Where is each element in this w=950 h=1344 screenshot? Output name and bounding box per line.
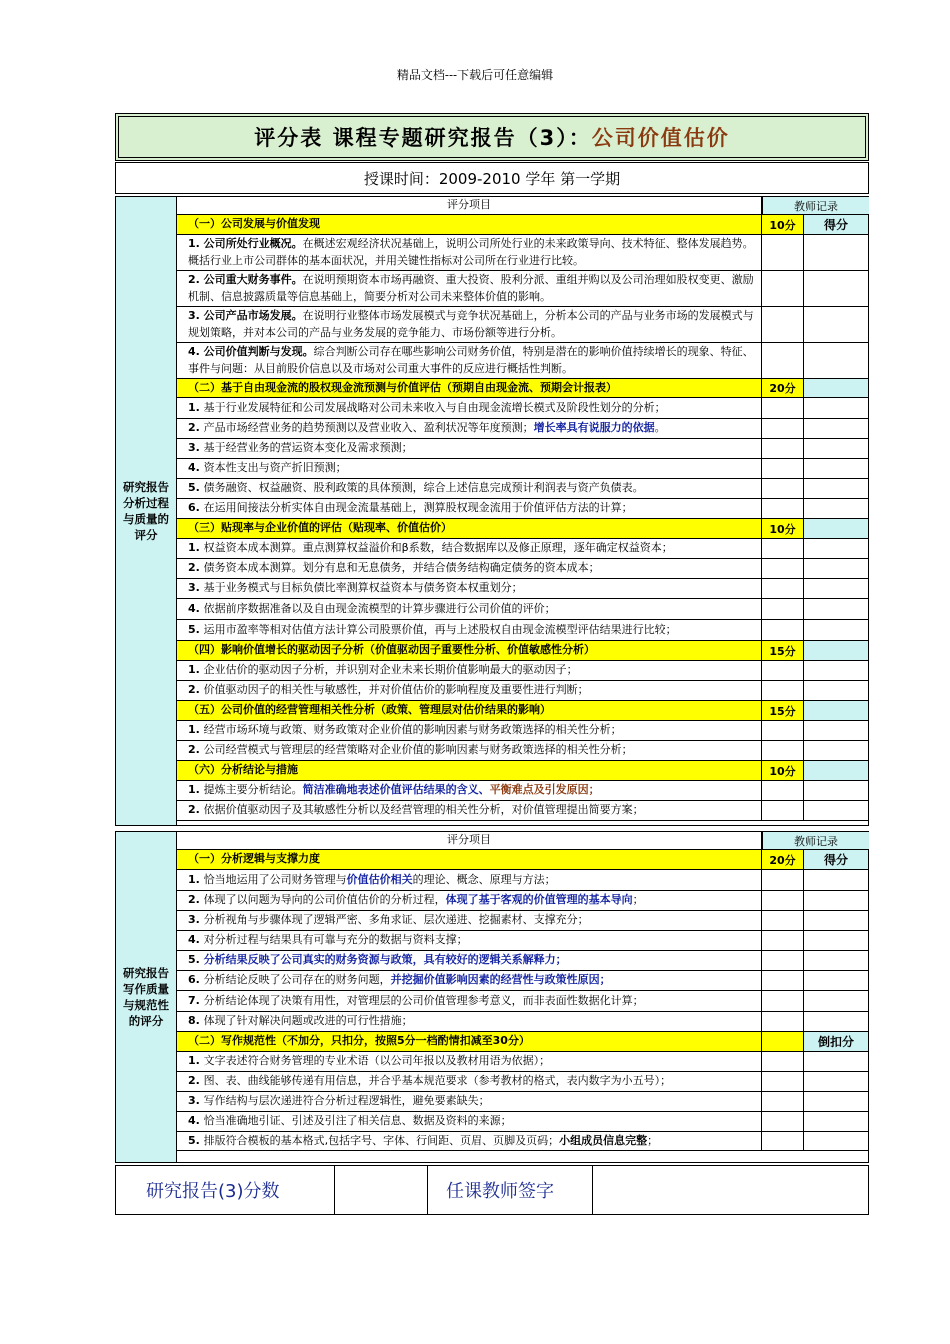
criteria-emphasis: 分析结果反映了公司真实的财务资源与政策，具有较好的逻辑关系解释力； [203,953,567,967]
criteria-grade-cell[interactable] [804,911,868,930]
criteria-grade-cell[interactable] [804,271,868,306]
group-title: （二）基于自由现金流的股权现金流预测与价值评估（预期自由现金流、预期会计报表） [177,379,762,397]
group-grade-cell[interactable] [804,701,868,720]
footer-signature [115,1165,869,1215]
criteria-grade-cell[interactable] [804,1012,868,1031]
criteria-score-cell[interactable] [762,721,804,740]
criteria-row [177,951,868,971]
title-accent: 公司价值估价 [591,126,730,150]
criteria-grade-cell[interactable] [804,343,868,378]
footer-teacher-signature[interactable] [593,1166,863,1214]
criteria-text [177,271,762,306]
criteria-grade-cell[interactable] [804,499,868,518]
criteria-row [177,559,868,579]
criteria-text [177,599,762,619]
criteria-row [177,681,868,701]
criteria-text [177,1052,762,1071]
group-header-row [177,641,868,661]
group-score [762,1032,804,1051]
criteria-text [177,681,762,700]
group-header-row [177,1032,868,1052]
criteria-text [177,499,762,518]
criteria-tail: ； [632,893,644,907]
criteria-body: 公司经营模式与管理层的经营策略对企业价值的影响因素与财务政策选择的相关性分析； [203,743,633,757]
criteria-row [177,307,868,343]
criteria-number: 4. [188,345,204,358]
criteria-grade-cell[interactable] [804,951,868,970]
column-header-item: 评分项目 [177,197,762,214]
criteria-text [177,741,762,760]
criteria-text [177,398,762,418]
column-header-row [177,197,868,215]
criteria-text [177,620,762,640]
criteria-body: 在概述宏观经济状况基础上，说明公司所处行业的未来政策导向、技术特征、整体发展趋势。概括行业上市公司群体的基本面状况，并用关键性指标对公司所在行业进行比较。 [188,237,754,267]
column-header-row [177,832,868,850]
section-label: 研究报告写作质量与规范性的评分 [116,832,177,1162]
criteria-body: 分析视角与步骤体现了逻辑严密、多角求证、层次递进、挖掘素材、支撑充分； [203,913,589,927]
criteria-row [177,1132,868,1151]
criteria-row [177,499,868,519]
group-score: 20分 [762,379,804,397]
criteria-emphasis: 价值估价相关 [346,872,413,886]
criteria-body: 价值驱动因子的相关性与敏感性，并对价值估价的影响程度及重要性进行判断； [203,683,589,697]
criteria-row [177,781,868,801]
criteria-score-cell[interactable] [762,419,804,438]
footer-score-label: 研究报告(3)分数 [146,1181,280,1202]
criteria-body: 体现了针对解决问题或改进的可行性措施； [203,1014,413,1028]
criteria-grade-cell[interactable] [804,721,868,740]
criteria-grade-cell[interactable] [804,398,868,418]
criteria-body: 基于业务模式与目标负债比率测算权益资本与债务资本权重划分； [203,581,523,595]
criteria-grade-cell[interactable] [804,479,868,498]
criteria-text [177,459,762,478]
group-title: （一）分析逻辑与支撑力度 [177,850,762,869]
group-title: （四）影响价值增长的驱动因子分析（价值驱动因子重要性分析、价值敏感性分析） [177,641,762,660]
group-score: 10分 [762,215,804,234]
criteria-score-cell[interactable] [762,620,804,640]
title-main: 评分表 课程专题研究报告（3）： [254,126,592,150]
criteria-number: 3. [188,309,204,322]
criteria-text [177,781,762,800]
criteria-grade-cell[interactable] [804,620,868,640]
criteria-score-cell[interactable] [762,439,804,458]
criteria-body: 体现了以问题为导向的公司价值估价的分析过程， [203,893,446,907]
criteria-number: 6. [188,501,204,515]
criteria-body: 提炼主要分析结论。 [203,783,303,797]
criteria-row [177,459,868,479]
criteria-heading: 公司价值判断与发现。 [203,345,314,358]
group-header-row [177,761,868,781]
criteria-grade-cell[interactable] [804,579,868,598]
group-header-row [177,701,868,721]
criteria-row [177,1112,868,1132]
criteria-score-cell[interactable] [762,971,804,990]
criteria-grade-cell[interactable] [804,419,868,438]
criteria-score-cell[interactable] [762,271,804,306]
criteria-score-cell[interactable] [762,1092,804,1111]
criteria-score-cell[interactable] [762,479,804,498]
criteria-text [177,479,762,498]
criteria-body: 依据价值驱动因子及其敏感性分析以及经营管理的相关性分析，对价值管理提出简要方案； [203,803,644,817]
criteria-score-cell[interactable] [762,499,804,518]
criteria-number: 1. [188,723,204,737]
criteria-grade-cell[interactable] [804,1052,868,1071]
criteria-body: 在说明预期资本市场再融资、重大投资、股利分派、重组并购以及公司治理如股权变更、激励机制、信息披露质量等信息基础上，简要分析对公司未来整体价值的影响。 [188,273,754,303]
criteria-score-cell[interactable] [762,1132,804,1150]
criteria-body: 排版符合模板的基本格式,包括字号、字体、行间距、页眉、页脚及页码； [203,1133,560,1147]
group-header-row [177,850,868,870]
criteria-row [177,620,868,641]
criteria-body: 经营市场环境与政策、财务政策对企业价值的影响因素与财务政策选择的相关性分析； [203,723,622,737]
criteria-row [177,398,868,419]
criteria-number: 3. [188,913,204,927]
criteria-number: 1. [188,1054,204,1068]
group-score: 15分 [762,701,804,720]
criteria-number: 5. [188,1133,204,1147]
column-header-teacher: 教师记录 [762,197,869,214]
section-writing [115,831,869,1163]
criteria-body: 分析结论反映了公司存在的财务问题， [203,973,391,987]
criteria-text [177,343,762,378]
criteria-row [177,539,868,559]
criteria-score-cell[interactable] [762,459,804,478]
criteria-row [177,911,868,931]
criteria-row [177,599,868,620]
criteria-bold: 小组成员信息完整 [559,1133,648,1147]
criteria-score-cell[interactable] [762,891,804,910]
criteria-row [177,1012,868,1032]
group-title: （一）公司发展与价值发现 [177,215,762,234]
criteria-body: 基于经营业务的营运资本变化及需求预测； [203,441,413,455]
criteria-row [177,661,868,681]
criteria-score-cell[interactable] [762,951,804,970]
criteria-number: 3. [188,1094,204,1108]
criteria-emphasis: 简洁准确地表述价值评估结果的含义、 [302,783,490,797]
criteria-text [177,721,762,740]
footer-score-value[interactable] [335,1166,425,1214]
criteria-row [177,741,868,761]
criteria-grade-cell[interactable] [804,1092,868,1111]
group-score: 20分 [762,850,804,869]
criteria-grade-cell[interactable] [804,539,868,558]
column-header-teacher: 教师记录 [762,832,869,849]
criteria-body: 资本性支出与资产折旧预测； [203,461,347,475]
criteria-score-cell[interactable] [762,539,804,558]
criteria-grade-cell[interactable] [804,439,868,458]
criteria-number: 8. [188,1014,204,1028]
criteria-body: 文字表述符合财务管理的专业术语（以公司年报以及教材用语为依据）； [203,1054,551,1068]
criteria-row [177,479,868,499]
group-grade-cell[interactable] [804,379,868,397]
criteria-heading: 公司所处行业概况。 [203,237,303,250]
criteria-body: 债务资本成本测算。划分有息和无息债务，并结合债务结构确定债务的资本成本； [203,561,600,575]
group-grade-cell[interactable]: 得分 [804,850,868,869]
criteria-text [177,579,762,598]
criteria-score-cell[interactable] [762,911,804,930]
criteria-row [177,991,868,1012]
criteria-number: 6. [188,973,204,987]
criteria-score-cell[interactable] [762,307,804,342]
column-header-item: 评分项目 [177,832,762,849]
criteria-emphasis-alt: 平衡难点及引发原因； [489,783,600,797]
group-title: （五）公司价值的经营管理相关性分析（政策、管理层对估价结果的影响） [177,701,762,720]
group-grade-cell[interactable] [804,641,868,660]
criteria-score-cell[interactable] [762,991,804,1011]
criteria-text [177,559,762,578]
criteria-grade-cell[interactable] [804,235,868,270]
criteria-grade-cell[interactable] [804,559,868,578]
criteria-number: 1. [188,663,204,677]
criteria-text [177,931,762,950]
criteria-grade-cell[interactable] [804,931,868,950]
criteria-body: 恰当地运用了公司财务管理与 [203,872,347,886]
criteria-body: 企业估价的驱动因子分析，并识别对企业未来长期价值影响最大的驱动因子； [203,663,578,677]
criteria-score-cell[interactable] [762,1112,804,1131]
criteria-body: 产品市场经营业务的趋势预测以及营业收入、盈利状况等年度预测； [203,421,534,435]
criteria-body: 债务融资、权益融资、股利政策的具体预测，综合上述信息完成预计利润表与资产负债表。 [203,481,644,495]
criteria-grade-cell[interactable] [804,1112,868,1131]
criteria-body: 写作结构与层次递进符合分析过程逻辑性，避免要素缺失； [203,1094,490,1108]
criteria-text [177,951,762,970]
group-title: （二）写作规范性（不加分，只扣分，按照5分一档酌情扣减至30分） [177,1032,762,1051]
criteria-score-cell[interactable] [762,870,804,890]
footer-teacher-label: 任课教师签字 [446,1181,554,1202]
criteria-number: 5. [188,622,204,636]
criteria-text [177,661,762,680]
criteria-score-cell[interactable] [762,661,804,680]
criteria-text [177,235,762,270]
criteria-grade-cell[interactable] [804,991,868,1011]
term-line: 授课时间：2009-2010 学年 第一学期 [115,162,869,194]
criteria-row [177,721,868,741]
criteria-text [177,1132,762,1150]
group-title: （六）分析结论与措施 [177,761,762,780]
criteria-row [177,271,868,307]
criteria-text [177,439,762,458]
criteria-body: 分析结论体现了决策有用性，对管理层的公司价值管理参考意义，而非表面性数据化计算； [203,993,644,1007]
criteria-row [177,235,868,271]
criteria-body: 对分析过程与结果具有可靠与充分的数据与资料支撑； [203,933,468,947]
criteria-row [177,891,868,911]
criteria-score-cell[interactable] [762,801,804,820]
criteria-grade-cell[interactable] [804,681,868,700]
criteria-text [177,419,762,438]
criteria-number: 4. [188,933,204,947]
criteria-text [177,1112,762,1131]
group-header-row [177,215,868,235]
criteria-number: 5. [188,953,204,967]
criteria-grade-cell[interactable] [804,1072,868,1091]
criteria-score-cell[interactable] [762,343,804,378]
criteria-heading: 公司产品市场发展。 [203,309,303,322]
criteria-grade-cell[interactable] [804,661,868,680]
group-header-row [177,519,868,539]
criteria-row [177,971,868,991]
criteria-text [177,801,762,820]
criteria-grade-cell[interactable] [804,459,868,478]
criteria-number: 4. [188,1114,204,1128]
group-score: 15分 [762,641,804,660]
criteria-number: 4. [188,461,204,475]
criteria-grade-cell[interactable] [804,741,868,760]
criteria-text [177,891,762,910]
criteria-score-cell[interactable] [762,931,804,950]
title-box [115,113,869,161]
criteria-score-cell[interactable] [762,559,804,578]
criteria-number: 1. [188,872,204,886]
group-header-row [177,379,868,398]
criteria-text [177,1092,762,1111]
criteria-row [177,439,868,459]
criteria-grade-cell[interactable] [804,891,868,910]
criteria-grade-cell[interactable] [804,307,868,342]
criteria-body: 权益资本成本测算。重点测算权益溢价和β系数，结合数据库以及修正原理，逐年确定权益资本； [203,541,673,555]
criteria-number: 4. [188,601,204,615]
criteria-score-cell[interactable] [762,741,804,760]
group-title: （三）贴现率与企业价值的评估（贴现率、价值估价） [177,519,762,538]
criteria-number: 2. [188,421,204,435]
criteria-grade-cell[interactable] [804,870,868,890]
criteria-text [177,870,762,890]
criteria-grade-cell[interactable] [804,1132,868,1150]
criteria-number: 2. [188,803,204,817]
criteria-grade-cell[interactable] [804,781,868,800]
criteria-row [177,1052,868,1072]
criteria-text [177,1072,762,1091]
criteria-grade-cell[interactable] [804,801,868,820]
criteria-text [177,911,762,930]
criteria-number: 2. [188,893,204,907]
criteria-number: 1. [188,783,204,797]
criteria-tail: 的理论、概念、原理与方法； [412,872,556,886]
criteria-row [177,870,868,891]
criteria-number: 2. [188,743,204,757]
group-grade-cell[interactable]: 倒扣分 [804,1032,868,1051]
criteria-number: 1. [188,237,204,250]
criteria-number: 3. [188,581,204,595]
criteria-score-cell[interactable] [762,1072,804,1091]
criteria-text [177,1012,762,1031]
group-grade-cell[interactable] [804,761,868,780]
criteria-body: 运用市盈率等相对估值方法计算公司股票价值，再与上述股权自由现金流模型评估结果进行比较； [203,622,677,636]
criteria-grade-cell[interactable] [804,971,868,990]
criteria-score-cell[interactable] [762,1052,804,1071]
criteria-body: 综合判断公司存在哪些影响公司财务价值，特别是潜在的影响价值持续增长的现象、特征、事件与问题：从目前股价信息以及市场对公司重大事件的反应进行概括性判断。 [188,345,754,375]
criteria-tail: 。 [654,421,666,435]
criteria-score-cell[interactable] [762,398,804,418]
criteria-row [177,1092,868,1112]
criteria-number: 7. [188,993,204,1007]
section-label: 研究报告分析过程与质量的评分 [116,197,177,825]
criteria-text [177,539,762,558]
criteria-row [177,931,868,951]
criteria-body: 基于行业发展特征和公司发展战略对公司未来收入与自由现金流增长模式及阶段性划分的分析； [203,400,666,414]
criteria-body: 恰当准确地引证、引述及引注了相关信息、数据及资料的来源； [203,1114,512,1128]
criteria-row [177,801,868,821]
group-score: 10分 [762,761,804,780]
page-title [118,116,866,158]
criteria-grade-cell[interactable] [804,599,868,619]
criteria-score-cell[interactable] [762,1012,804,1031]
section-analysis [115,196,869,826]
criteria-score-cell[interactable] [762,681,804,700]
criteria-text [177,991,762,1011]
criteria-number: 1. [188,541,204,555]
criteria-text [177,971,762,990]
header-note: 精品文档---下载后可任意编辑 [396,68,554,82]
criteria-number: 5. [188,481,204,495]
criteria-body: 在说明行业整体市场发展模式与竞争状况基础上，分析本公司的产品与业务市场的发展模式与规划策略，并对本公司的产品与业务发展的竞争能力、市场份额等进行分析。 [188,309,754,339]
criteria-score-cell[interactable] [762,599,804,619]
criteria-emphasis: 体现了基于客观的价值管理的基本导向 [445,893,633,907]
criteria-emphasis: 并挖掘价值影响因素的经营性与政策性原因； [390,973,611,987]
criteria-number: 2. [188,683,204,697]
criteria-tail: ； [647,1133,659,1147]
group-grade-cell[interactable] [804,519,868,538]
criteria-row [177,419,868,439]
criteria-text [177,307,762,342]
criteria-body: 依据前序数据准备以及自由现金流模型的计算步骤进行公司价值的评价； [203,601,556,615]
criteria-emphasis: 增长率具有说服力的依据 [533,421,655,435]
criteria-number: 2. [188,1074,204,1088]
criteria-score-cell[interactable] [762,579,804,598]
criteria-score-cell[interactable] [762,781,804,800]
criteria-number: 2. [188,273,204,286]
criteria-score-cell[interactable] [762,235,804,270]
group-grade-cell[interactable]: 得分 [804,215,868,234]
criteria-heading: 公司重大财务事件。 [203,273,303,286]
criteria-body: 图、表、曲线能够传递有用信息，并合乎基本规范要求（参考教材的格式，表内数字为小五号）； [203,1074,672,1088]
criteria-number: 1. [188,400,204,414]
criteria-row [177,579,868,599]
criteria-row [177,1072,868,1092]
criteria-number: 3. [188,441,204,455]
criteria-row [177,343,868,379]
group-score: 10分 [762,519,804,538]
criteria-number: 2. [188,561,204,575]
criteria-body: 在运用间接法分析实体自由现金流量基础上，测算股权现金流用于价值评估方法的计算； [203,501,633,515]
